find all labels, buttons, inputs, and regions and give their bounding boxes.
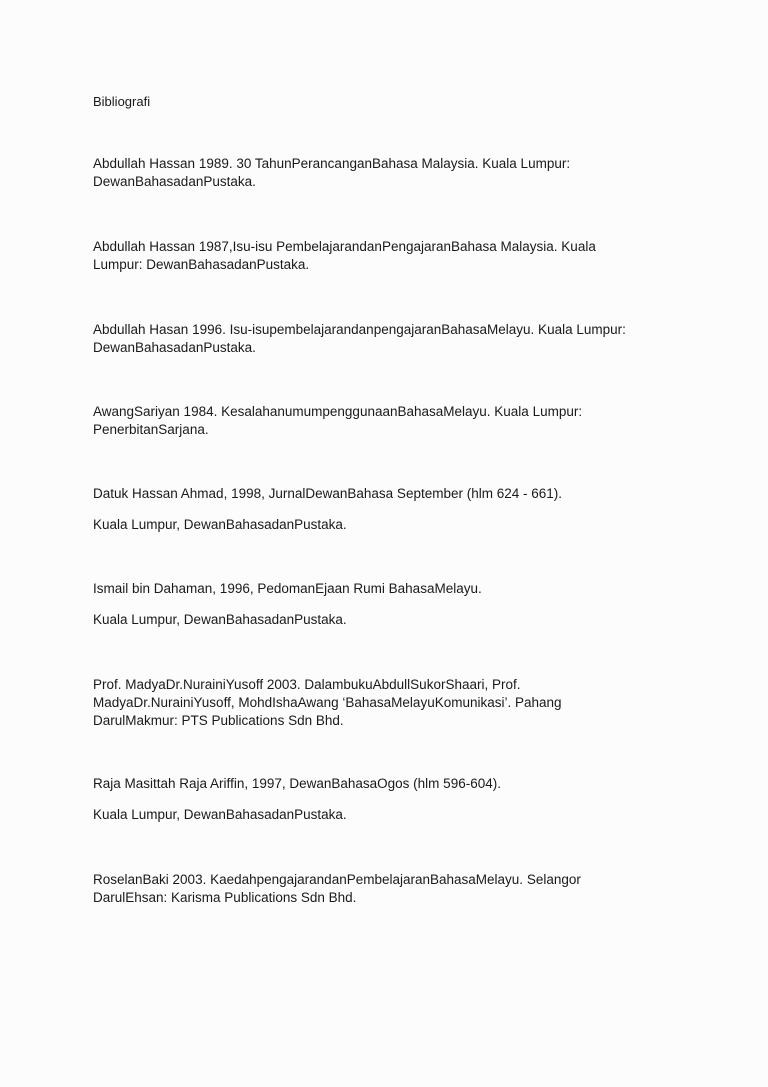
bibliography-entry: Ismail bin Dahaman, 1996, PedomanEjaan Rumi BahasaMelayu. (93, 581, 482, 596)
bibliography-entry: Prof. MadyaDr.NurainiYusoff 2003. DalambukuAbdullSukorShaari, Prof. MadyaDr.NurainiYusoff, MohdIshaAwang ‘BahasaMelayuKomunikasi’. Pahang DarulMakmur: PTS Publications Sdn Bhd. (93, 677, 562, 728)
bibliography-entry: Raja Masittah Raja Ariffin, 1997, DewanBahasaOgos (hlm 596-604). (93, 776, 501, 791)
bibliography-entry-continuation: Kuala Lumpur, DewanBahasadanPustaka. (93, 517, 347, 532)
bibliography-entry: Abdullah Hasan 1996. Isu-isupembelajarandanpengajaranBahasaMelayu. Kuala Lumpur: DewanBahasadanPustaka. (93, 322, 626, 355)
bibliography-entry-continuation: Kuala Lumpur, DewanBahasadanPustaka. (93, 807, 347, 822)
page-title: Bibliografi (93, 94, 151, 109)
bibliography-entry: RoselanBaki 2003. KaedahpengajarandanPembelajaranBahasaMelayu. Selangor DarulEhsan: Karisma Publications Sdn Bhd. (93, 872, 581, 905)
bibliography-entry-continuation: Kuala Lumpur, DewanBahasadanPustaka. (93, 612, 347, 627)
bibliography-entry: Abdullah Hassan 1987,Isu-isu PembelajarandanPengajaranBahasa Malaysia. Kuala Lumpur: DewanBahasadanPustaka. (93, 239, 596, 272)
bibliography-entry: Datuk Hassan Ahmad, 1998, JurnalDewanBahasa September (hlm 624 - 661). (93, 486, 563, 501)
bibliography-entry: Abdullah Hassan 1989. 30 TahunPerancanganBahasa Malaysia. Kuala Lumpur: DewanBahasadanPustaka. (93, 156, 571, 189)
bibliography-entry: AwangSariyan 1984. KesalahanumumpenggunaanBahasaMelayu. Kuala Lumpur: PenerbitanSarjana. (93, 404, 583, 437)
